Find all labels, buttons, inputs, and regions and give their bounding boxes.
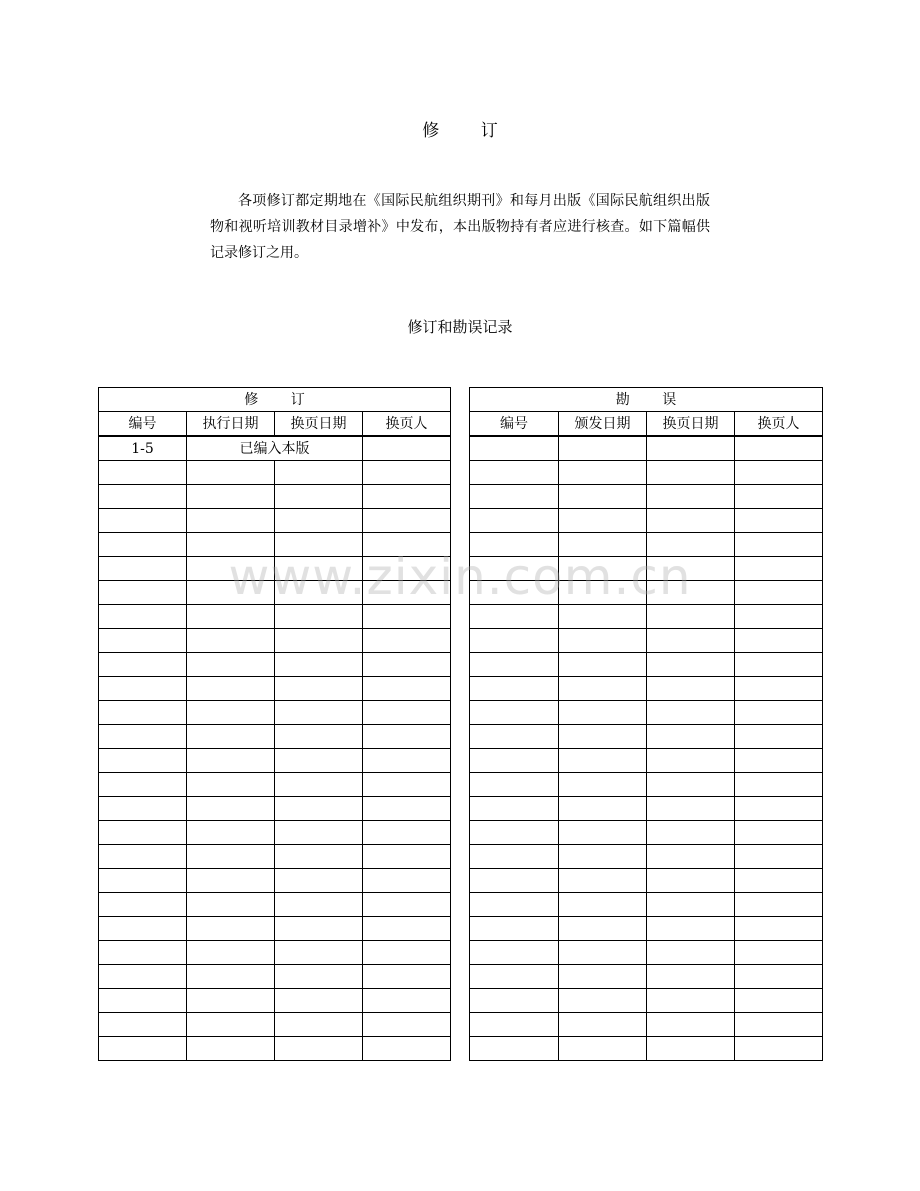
section-title: 修订和勘误记录 (407, 318, 513, 336)
column-header: 换页人 (363, 412, 451, 437)
table-cell (363, 485, 451, 509)
table-row (470, 797, 823, 821)
column-header: 换页日期 (275, 412, 363, 437)
table-cell (470, 509, 559, 533)
table-cell (735, 701, 823, 725)
revision-group-header: 修 订 (99, 388, 451, 412)
table-cell (363, 1013, 451, 1037)
table-cell (647, 509, 735, 533)
table-cell (363, 605, 451, 629)
table-cell (99, 461, 187, 485)
table-cell (470, 653, 559, 677)
table-cell (363, 917, 451, 941)
table-cell (275, 581, 363, 605)
table-cell (275, 605, 363, 629)
table-cell (470, 821, 559, 845)
table-cell (647, 1037, 735, 1061)
table-row (470, 845, 823, 869)
table-row (470, 725, 823, 749)
table-row (470, 581, 823, 605)
table-cell (275, 749, 363, 773)
table-row (470, 533, 823, 557)
table-cell (187, 533, 275, 557)
table-cell (275, 821, 363, 845)
column-header: 编号 (99, 412, 187, 437)
table-cell (363, 436, 451, 461)
table-cell (647, 701, 735, 725)
table-cell (470, 797, 559, 821)
table-row (470, 677, 823, 701)
table-cell (99, 965, 187, 989)
table-cell (363, 845, 451, 869)
table-cell (735, 917, 823, 941)
table-cell (363, 653, 451, 677)
table-cell (187, 485, 275, 509)
column-header: 编号 (470, 412, 559, 437)
table-cell (99, 581, 187, 605)
column-header: 换页人 (735, 412, 823, 437)
table-cell (559, 485, 647, 509)
table-cell (187, 557, 275, 581)
table-row (99, 749, 451, 773)
table-row (470, 629, 823, 653)
table-cell (99, 485, 187, 509)
table-row (99, 893, 451, 917)
table-cell (363, 509, 451, 533)
table-cell (187, 749, 275, 773)
table-row (99, 941, 451, 965)
table-row (470, 605, 823, 629)
table-cell (275, 989, 363, 1013)
table-row (99, 605, 451, 629)
table-row (99, 581, 451, 605)
watermark-text: www.zixin.com.cn (228, 548, 692, 606)
table-cell (470, 581, 559, 605)
table-cell (470, 1013, 559, 1037)
table-cell (647, 653, 735, 677)
table-cell (559, 773, 647, 797)
table-cell (275, 485, 363, 509)
table-cell (99, 749, 187, 773)
table-row (470, 557, 823, 581)
table-cell (99, 869, 187, 893)
table-cell (735, 869, 823, 893)
table-cell (647, 845, 735, 869)
table-cell (559, 701, 647, 725)
table-cell (275, 557, 363, 581)
revision-number-cell: 1-5 (99, 436, 187, 461)
table-cell (187, 605, 275, 629)
table-cell (647, 917, 735, 941)
table-cell (99, 773, 187, 797)
table-cell (647, 1013, 735, 1037)
revision-note-cell: 已编入本版 (187, 436, 363, 461)
table-cell (647, 629, 735, 653)
table-row (470, 509, 823, 533)
table-cell (99, 557, 187, 581)
table-cell (559, 941, 647, 965)
table-cell (470, 485, 559, 509)
table-cell (187, 509, 275, 533)
table-cell (470, 725, 559, 749)
table-row (99, 917, 451, 941)
table-row (470, 821, 823, 845)
table-cell (470, 436, 559, 461)
table-cell (559, 1037, 647, 1061)
table-cell (363, 965, 451, 989)
table-cell (559, 557, 647, 581)
revision-table (98, 387, 451, 1061)
table-row (470, 965, 823, 989)
table-cell (99, 653, 187, 677)
column-header: 执行日期 (187, 412, 275, 437)
table-cell (735, 1037, 823, 1061)
table-cell (275, 725, 363, 749)
table-cell (647, 989, 735, 1013)
table-cell (647, 941, 735, 965)
table-cell (187, 893, 275, 917)
table-cell (735, 725, 823, 749)
table-cell (99, 725, 187, 749)
table-row (99, 701, 451, 725)
table-cell (647, 533, 735, 557)
table-cell (99, 629, 187, 653)
table-cell (363, 557, 451, 581)
table-cell (470, 557, 559, 581)
table-cell (99, 533, 187, 557)
page-title: 修 订 (422, 121, 516, 141)
table-cell (559, 797, 647, 821)
table-cell (275, 677, 363, 701)
table-cell (559, 629, 647, 653)
table-row (470, 989, 823, 1013)
table-cell (187, 725, 275, 749)
table-cell (559, 677, 647, 701)
table-cell (99, 1013, 187, 1037)
table-cell (363, 581, 451, 605)
table-row (470, 773, 823, 797)
table-cell (647, 605, 735, 629)
table-cell (275, 533, 363, 557)
table-cell (363, 821, 451, 845)
table-cell (735, 461, 823, 485)
table-cell (647, 869, 735, 893)
table-cell (559, 581, 647, 605)
table-cell (647, 461, 735, 485)
table-row (99, 797, 451, 821)
table-row (99, 509, 451, 533)
table-row (470, 869, 823, 893)
table-cell (99, 821, 187, 845)
table-cell (275, 869, 363, 893)
table-cell (470, 461, 559, 485)
table-row (470, 917, 823, 941)
table-cell (275, 1013, 363, 1037)
table-row (99, 989, 451, 1013)
table-cell (187, 1037, 275, 1061)
table-cell (187, 461, 275, 485)
table-cell (470, 605, 559, 629)
table-cell (187, 821, 275, 845)
table-cell (559, 509, 647, 533)
table-cell (559, 965, 647, 989)
table-cell (470, 533, 559, 557)
table-cell (363, 869, 451, 893)
table-cell (187, 869, 275, 893)
table-cell (470, 893, 559, 917)
table-cell (275, 629, 363, 653)
table-cell (99, 917, 187, 941)
table-cell (275, 845, 363, 869)
table-cell (187, 797, 275, 821)
table-cell (559, 821, 647, 845)
table-cell (470, 845, 559, 869)
table-cell (559, 533, 647, 557)
table-cell (647, 485, 735, 509)
table-cell (647, 725, 735, 749)
table-cell (647, 677, 735, 701)
table-cell (559, 845, 647, 869)
table-row (99, 1037, 451, 1061)
corrigenda-table (469, 387, 823, 1061)
table-cell (275, 941, 363, 965)
table-cell (470, 677, 559, 701)
table-cell (647, 965, 735, 989)
table-cell (99, 893, 187, 917)
table-cell (735, 821, 823, 845)
table-row (470, 893, 823, 917)
corrigenda-group-header: 勘 误 (470, 388, 823, 412)
table-cell (647, 557, 735, 581)
table-cell (559, 749, 647, 773)
table-cell (470, 629, 559, 653)
table-cell (99, 1037, 187, 1061)
table-row (470, 1037, 823, 1061)
table-cell (735, 629, 823, 653)
table-cell (275, 461, 363, 485)
table-cell (99, 797, 187, 821)
table-cell (187, 773, 275, 797)
table-cell (470, 965, 559, 989)
table-cell (735, 436, 823, 461)
table-cell (470, 701, 559, 725)
table-cell (99, 509, 187, 533)
table-cell (647, 749, 735, 773)
table-cell (559, 725, 647, 749)
intro-paragraph: 各项修订都定期地在《国际民航组织期刊》和每月出版《国际民航组织出版物和视听培训教材目录增补》中发布，本出版物持有者应进行核查。如下篇幅供记录修订之用。 (210, 193, 710, 261)
table-cell (99, 701, 187, 725)
table-cell (735, 989, 823, 1013)
table-cell (187, 677, 275, 701)
table-row (99, 845, 451, 869)
table-cell (735, 485, 823, 509)
table-cell (647, 821, 735, 845)
table-cell (275, 917, 363, 941)
table-cell (363, 629, 451, 653)
table-cell (735, 845, 823, 869)
table-row (99, 821, 451, 845)
table-cell (363, 725, 451, 749)
table-row (99, 869, 451, 893)
table-cell (187, 917, 275, 941)
table-row (470, 941, 823, 965)
table-cell (363, 797, 451, 821)
table-cell (735, 677, 823, 701)
table-cell (470, 1037, 559, 1061)
table-row (99, 533, 451, 557)
table-cell (470, 917, 559, 941)
table-cell (735, 773, 823, 797)
table-cell (735, 533, 823, 557)
table-row (99, 1013, 451, 1037)
table-row (99, 653, 451, 677)
table-cell (559, 869, 647, 893)
table-row (470, 436, 823, 461)
table-cell (647, 436, 735, 461)
table-row (99, 436, 451, 461)
table-cell (99, 677, 187, 701)
table-cell (470, 749, 559, 773)
table-cell (187, 941, 275, 965)
table-cell (735, 941, 823, 965)
table-cell (187, 989, 275, 1013)
table-row (470, 749, 823, 773)
table-row (470, 653, 823, 677)
table-row (99, 557, 451, 581)
table-cell (363, 941, 451, 965)
table-cell (647, 893, 735, 917)
table-row (99, 773, 451, 797)
table-cell (735, 965, 823, 989)
table-cell (559, 917, 647, 941)
table-row (99, 677, 451, 701)
table-cell (647, 581, 735, 605)
table-cell (99, 989, 187, 1013)
table-cell (363, 701, 451, 725)
table-row (99, 461, 451, 485)
table-cell (735, 557, 823, 581)
table-cell (470, 773, 559, 797)
table-cell (470, 989, 559, 1013)
table-cell (363, 677, 451, 701)
table-row (470, 461, 823, 485)
table-cell (99, 845, 187, 869)
table-cell (275, 509, 363, 533)
table-row (470, 485, 823, 509)
table-cell (559, 893, 647, 917)
table-cell (559, 436, 647, 461)
table-cell (187, 653, 275, 677)
table-row (470, 701, 823, 725)
table-cell (187, 701, 275, 725)
table-cell (363, 749, 451, 773)
table-cell (363, 893, 451, 917)
table-cell (275, 1037, 363, 1061)
table-cell (187, 965, 275, 989)
table-cell (735, 749, 823, 773)
table-cell (275, 965, 363, 989)
table-cell (187, 845, 275, 869)
column-header: 颁发日期 (559, 412, 647, 437)
table-cell (735, 1013, 823, 1037)
table-cell (99, 605, 187, 629)
table-cell (559, 1013, 647, 1037)
table-cell (275, 893, 363, 917)
table-cell (470, 941, 559, 965)
table-cell (559, 653, 647, 677)
table-cell (363, 533, 451, 557)
table-cell (275, 773, 363, 797)
table-cell (559, 989, 647, 1013)
table-cell (187, 1013, 275, 1037)
table-row (470, 1013, 823, 1037)
table-cell (470, 869, 559, 893)
table-cell (363, 773, 451, 797)
table-cell (735, 605, 823, 629)
table-cell (647, 797, 735, 821)
table-cell (275, 797, 363, 821)
table-cell (275, 653, 363, 677)
table-row (99, 965, 451, 989)
table-row (99, 725, 451, 749)
table-cell (99, 941, 187, 965)
table-cell (559, 461, 647, 485)
table-cell (363, 461, 451, 485)
table-cell (187, 629, 275, 653)
table-cell (187, 581, 275, 605)
table-cell (735, 893, 823, 917)
table-cell (735, 653, 823, 677)
table-cell (363, 1037, 451, 1061)
table-cell (735, 797, 823, 821)
table-row (99, 629, 451, 653)
table-cell (275, 701, 363, 725)
table-cell (559, 605, 647, 629)
table-cell (363, 989, 451, 1013)
table-cell (735, 509, 823, 533)
table-row (99, 485, 451, 509)
table-cell (647, 773, 735, 797)
column-header: 换页日期 (647, 412, 735, 437)
table-cell (735, 581, 823, 605)
